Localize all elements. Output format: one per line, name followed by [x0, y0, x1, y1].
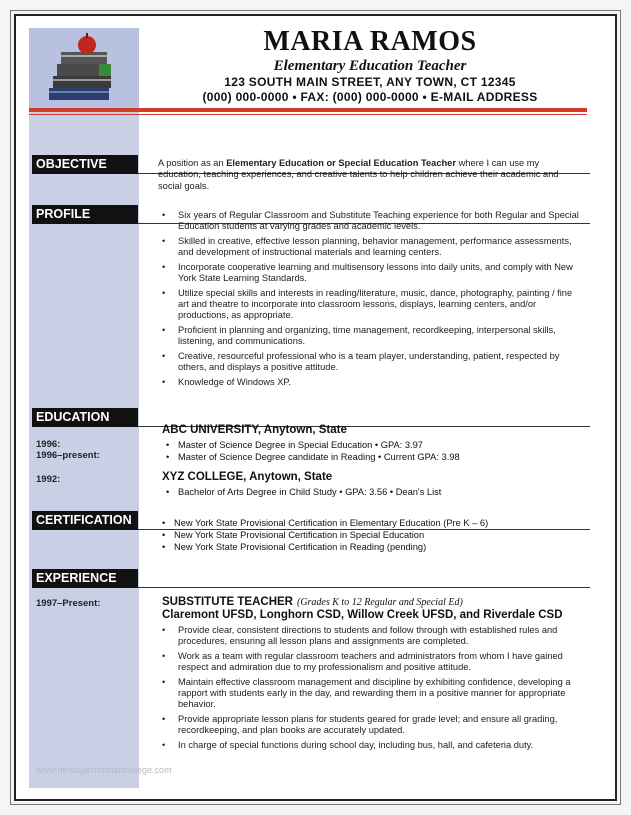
list-item: • Provide clear, consistent directions to students and follow through with established rules and procedures, ensuring all lesson plans and assignments are completed. [158, 625, 583, 648]
watermark: www.heritagechristiancollege.com [36, 765, 172, 775]
objective-heading: OBJECTIVE [32, 155, 138, 174]
school-name-2: XYZ COLLEGE, Anytown, State [162, 471, 333, 483]
list-item: • New York State Provisional Certification in Reading (pending) [158, 541, 578, 553]
certification-list [158, 517, 578, 554]
header-rule-thin [29, 114, 587, 115]
education-date-1: 1996: [36, 439, 61, 450]
books-apple-icon [29, 28, 139, 110]
education-date-3: 1992: [36, 474, 61, 485]
school-1-list [162, 439, 582, 463]
objective-text-post: where I can use my education, teaching experiences, and creative talents to help children achieve their academic and social goals. [158, 158, 559, 191]
list-item: • Proficient in planning and organizing, time management, recordkeeping, interpersonal skills, listening, and communications. [158, 325, 583, 348]
candidate-name: MARIA RAMOS [263, 26, 477, 57]
candidate-title: Elementary Education Teacher [273, 58, 467, 74]
profile-heading: PROFILE [32, 205, 138, 224]
list-item: • Incorporate cooperative learning and multisensory lessons into daily units, and comply with New York State Learning Standards. [158, 262, 583, 285]
list-item: • Creative, resourceful professional who is a team player, understanding, patient, respected by others, and displays a positive attitude. [158, 351, 583, 374]
education-heading: EDUCATION [32, 408, 138, 427]
job-note: (Grades K to 12 Regular and Special Ed) [296, 597, 463, 608]
list-item: • Six years of Regular Classroom and Substitute Teaching experience for both Regular and Special Education students at varying grades and academic levels. [158, 210, 583, 233]
profile-list-container [158, 210, 583, 391]
list-item: • Utilize special skills and interests in reading/literature, music, dance, photography, painting / fine art and theatre to incorporate into classroom lessons, displays, learning centers, and/or productions, as appropriate. [158, 288, 583, 322]
experience-rule [138, 587, 590, 588]
list-item: • Knowledge of Windows XP. [158, 377, 583, 388]
header-rule-thick [29, 108, 587, 112]
job-title-text: SUBSTITUTE TEACHER [162, 596, 293, 608]
candidate-address: 123 SOUTH MAIN STREET, ANY TOWN, CT 12345 [224, 75, 516, 89]
education-date-2: 1996–present: [36, 450, 100, 461]
list-item: • Maintain effective classroom management and discipline by exhibiting confidence, developing a rapport with students early in the day, and rewarding them in a positive manner for appropriate behavior. [158, 677, 583, 711]
school-2-list [162, 486, 582, 498]
objective-text-bold: Elementary Education or Special Education Teacher [226, 158, 456, 168]
list-item: • Bachelor of Arts Degree in Child Study • GPA: 3.56 • Dean's List [162, 486, 582, 498]
objective-text-pre: A position as an [158, 158, 227, 168]
experience-heading: EXPERIENCE [32, 569, 138, 588]
list-item: • Master of Science Degree candidate in Reading • Current GPA: 3.98 [162, 451, 582, 463]
list-item: • Master of Science Degree in Special Education • GPA: 3.97 [162, 439, 582, 451]
profile-list [158, 210, 583, 388]
books-apple-logo [29, 28, 139, 110]
objective-text [158, 158, 583, 192]
list-item: • Work as a team with regular classroom teachers and administrators from whom I have gained respect and admiration due to my professionalism and positive attitude. [158, 651, 583, 674]
experience-list-container [158, 625, 583, 754]
list-item: • In charge of special functions during school day, including bus, hall, and cafeteria duty. [158, 740, 583, 751]
list-item: • New York State Provisional Certification in Elementary Education (Pre K – 6) [158, 517, 578, 529]
job-title [162, 596, 463, 608]
experience-list [158, 625, 583, 751]
list-item: • Provide appropriate lesson plans for students geared for grade level; and ensure all grading, recordkeeping, and plan books are accurately updated. [158, 714, 583, 737]
list-item: • New York State Provisional Certification in Special Education [158, 529, 578, 541]
school-name-1: ABC UNIVERSITY, Anytown, State [162, 424, 347, 436]
employer-list: Claremont UFSD, Longhorn CSD, Willow Creek UFSD, and Riverdale CSD [162, 609, 563, 621]
candidate-contact: (000) 000-0000 • FAX: (000) 000-0000 • E-MAIL ADDRESS [202, 90, 538, 104]
experience-date: 1997–Present: [36, 598, 101, 609]
certification-heading: CERTIFICATION [32, 511, 138, 530]
list-item: • Skilled in creative, effective lesson planning, behavior management, performance assessments, and development of instructional materials and learning centers. [158, 236, 583, 259]
